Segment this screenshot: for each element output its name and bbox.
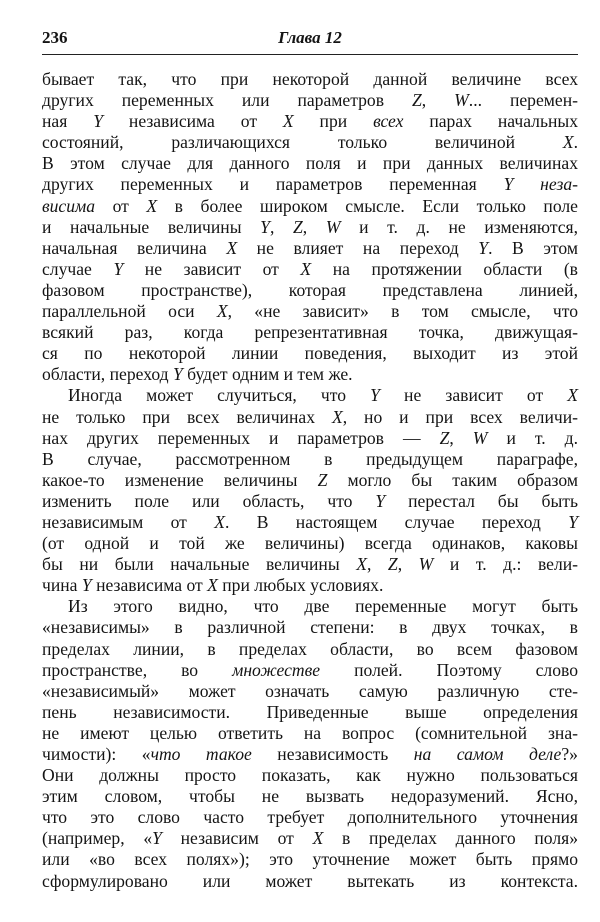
text-segment: нах других переменных и параметров — (42, 427, 440, 448)
italic-text: Y (152, 828, 162, 849)
text-segment: и т. д. (487, 427, 578, 448)
text-segment: на протяжении области (в (311, 258, 578, 279)
italic-text: всех (373, 111, 404, 132)
italic-text: W (454, 90, 469, 111)
text-segment: Они должны просто показать, как нужно пользоваться (42, 765, 578, 786)
text-segment: при (293, 111, 374, 132)
text-line (42, 322, 578, 343)
text-segment: ... перемен- (468, 90, 578, 111)
body-text (42, 69, 578, 892)
text-line (42, 491, 578, 512)
italic-text: Y (172, 364, 183, 385)
text-segment: этим словом, чтобы не вызвать недоразумений. Ясно, (42, 786, 578, 807)
italic-text: Y (568, 511, 578, 532)
text-segment: , (269, 216, 293, 237)
italic-text: X (331, 406, 343, 427)
text-segment: при любых условиях. (217, 575, 384, 596)
text-line (42, 807, 578, 828)
text-line (42, 385, 578, 406)
text-segment: , (302, 216, 326, 237)
text-segment: всякий раз, когда репрезентативная точка, движущая- (42, 322, 578, 343)
italic-text: X (312, 828, 324, 849)
text-segment: ная (42, 111, 94, 132)
italic-text: X (216, 301, 228, 322)
italic-text: X (146, 195, 158, 216)
text-line (42, 723, 578, 744)
text-line (42, 259, 578, 280)
text-line (42, 449, 578, 470)
text-segment: в пределах данного поля» (323, 828, 579, 849)
text-line (42, 428, 578, 449)
text-line (42, 617, 578, 638)
italic-text: на самом деле (413, 744, 562, 764)
text-segment: Из этого видно, что две переменные могут быть (68, 596, 578, 617)
text-segment: независимость (251, 744, 414, 764)
italic-text: Z (439, 427, 450, 448)
text-segment: , (421, 90, 455, 111)
text-segment: какое-то изменение величины (42, 469, 318, 490)
text-line (42, 596, 578, 617)
italic-text: X (226, 237, 238, 258)
text-segment: , (366, 554, 388, 575)
text-segment: «независимый» может означать самую различную сте- (42, 680, 578, 701)
text-segment: полей. Поэтому слово (320, 659, 578, 680)
text-segment: , но и при всех величи- (342, 406, 578, 427)
text-segment: начальная величина (42, 237, 227, 258)
text-segment: могло бы таким образом (327, 469, 578, 490)
text-segment: , «не зависит» в том смысле, что (227, 301, 578, 322)
text-segment: будет одним и тем же. (182, 364, 353, 385)
text-segment: или «во всех полях»); это уточнение может быть прямо (42, 849, 578, 870)
text-segment: независим от (161, 828, 313, 849)
text-segment: и т. д.: вели- (433, 554, 579, 575)
text-segment: состояний, различающихся только величиной (42, 132, 563, 153)
text-segment: В этом случае для данного поля и при данных величинах (42, 153, 578, 174)
text-line (42, 786, 578, 807)
italic-text: X (562, 132, 574, 153)
italic-text: W (418, 554, 434, 575)
italic-text: Y (93, 111, 104, 132)
text-segment: В случае, рассмотренном в предыдущем параграфе, (42, 448, 578, 469)
text-segment: и т. д. не изменяются, (340, 216, 579, 237)
text-segment: не только при всех величинах (42, 406, 332, 427)
text-segment: пень независимости. Приведенные выше определения (42, 701, 578, 722)
paragraph (42, 69, 578, 385)
header-rule (42, 54, 578, 55)
text-line (42, 470, 578, 491)
text-segment: не зависит от (379, 385, 568, 406)
italic-text: Z (411, 90, 422, 111)
text-line (42, 765, 578, 786)
italic-text: Y (478, 237, 489, 258)
text-segment: фазовом пространстве), которая представлена линией, (42, 279, 578, 300)
text-line (42, 132, 578, 153)
text-segment: пространстве, во (42, 659, 233, 680)
text-segment: не зависит от (123, 258, 301, 279)
text-segment: изменить поле или область, что (42, 490, 376, 511)
italic-text: Y (375, 490, 386, 511)
text-segment: ся по некоторой линии поведения, выходит из этой (42, 343, 578, 364)
text-line (42, 681, 578, 702)
text-segment: бы ни были начальные величины (42, 554, 357, 575)
page-number: 236 (42, 28, 68, 47)
text-line (42, 364, 578, 385)
text-segment: случае (42, 258, 114, 279)
italic-text: X (300, 258, 312, 279)
text-line (42, 90, 578, 111)
text-line (42, 554, 578, 575)
text-segment: пределах линии, в пределах области, во всем фазовом (42, 638, 578, 659)
text-line (42, 196, 578, 217)
italic-text: Y (260, 216, 270, 237)
text-segment: в более широком смысле. Если только поле (157, 195, 578, 216)
text-line (42, 153, 578, 174)
text-segment: других переменных и параметров переменная (42, 174, 504, 195)
italic-text: W (472, 427, 488, 448)
text-segment: от (95, 195, 147, 216)
text-segment: , (397, 554, 419, 575)
italic-text: множестве (232, 659, 321, 680)
italic-text: Y неза- (503, 174, 578, 195)
text-line (42, 639, 578, 660)
text-segment: (от одной и той же величины) всегда одинаков, каковы (42, 533, 578, 554)
italic-text: Y (370, 385, 380, 406)
text-line (42, 849, 578, 870)
italic-text: что такое (150, 744, 252, 764)
italic-text: X (207, 575, 218, 596)
italic-text: висима (42, 195, 96, 216)
text-segment: и начальные величины (42, 216, 261, 237)
text-segment: парах начальных (403, 111, 579, 132)
text-segment: перестал бы быть (385, 490, 578, 511)
italic-text: Z (293, 216, 303, 237)
italic-text: X (567, 385, 578, 406)
paragraph (42, 596, 578, 891)
italic-text: X (214, 511, 225, 532)
text-line (42, 280, 578, 301)
text-line (42, 660, 578, 681)
italic-text: Z (317, 469, 328, 490)
text-segment: что это слово часто требует дополнительного уточнения (42, 807, 578, 828)
text-line (42, 343, 578, 364)
text-segment: области, переход (42, 364, 173, 385)
text-line (42, 301, 578, 322)
text-line (42, 174, 578, 195)
text-segment: параллельной оси (42, 301, 217, 322)
text-line (42, 744, 578, 765)
text-segment: «независимы» в различной степени: в двух точках, в (42, 617, 578, 638)
text-segment: бывает так, что при некоторой данной величине всех (42, 69, 578, 89)
text-segment: независима от (91, 575, 208, 596)
text-segment: . В настоящем случае переход (224, 511, 569, 532)
paragraph (42, 385, 578, 596)
running-title: Глава 12 (278, 28, 342, 47)
text-line (42, 217, 578, 238)
text-line (42, 238, 578, 259)
text-line (42, 575, 578, 596)
text-segment: не имеют целью ответить на вопрос (сомнительной зна- (42, 722, 578, 743)
text-line (42, 111, 578, 132)
text-segment: других переменных или параметров (42, 90, 412, 111)
text-line (42, 69, 578, 90)
page-header (42, 26, 578, 52)
text-segment: ?» (561, 744, 578, 764)
text-segment: независимым от (42, 511, 215, 532)
text-line (42, 512, 578, 533)
text-segment: . (573, 132, 578, 153)
italic-text: X (356, 554, 367, 575)
text-segment: чимости): « (42, 744, 151, 764)
text-segment: (например, « (42, 828, 153, 849)
italic-text: W (325, 216, 341, 237)
italic-text: Y (113, 258, 124, 279)
text-segment: . В этом (488, 237, 578, 258)
text-segment: независима от (103, 111, 283, 132)
italic-text: Y (81, 575, 92, 596)
text-segment: сформулировано или может вытекать из контекста. (42, 870, 578, 891)
italic-text: Z (387, 554, 398, 575)
text-segment: , (449, 427, 473, 448)
text-line (42, 533, 578, 554)
text-line (42, 828, 578, 849)
text-segment: Иногда может случиться, что (68, 385, 371, 406)
text-segment: чина (42, 575, 82, 596)
text-segment: не влияет на переход (237, 237, 479, 258)
text-line (42, 702, 578, 723)
text-line (42, 871, 578, 892)
text-line (42, 407, 578, 428)
italic-text: X (282, 111, 294, 132)
